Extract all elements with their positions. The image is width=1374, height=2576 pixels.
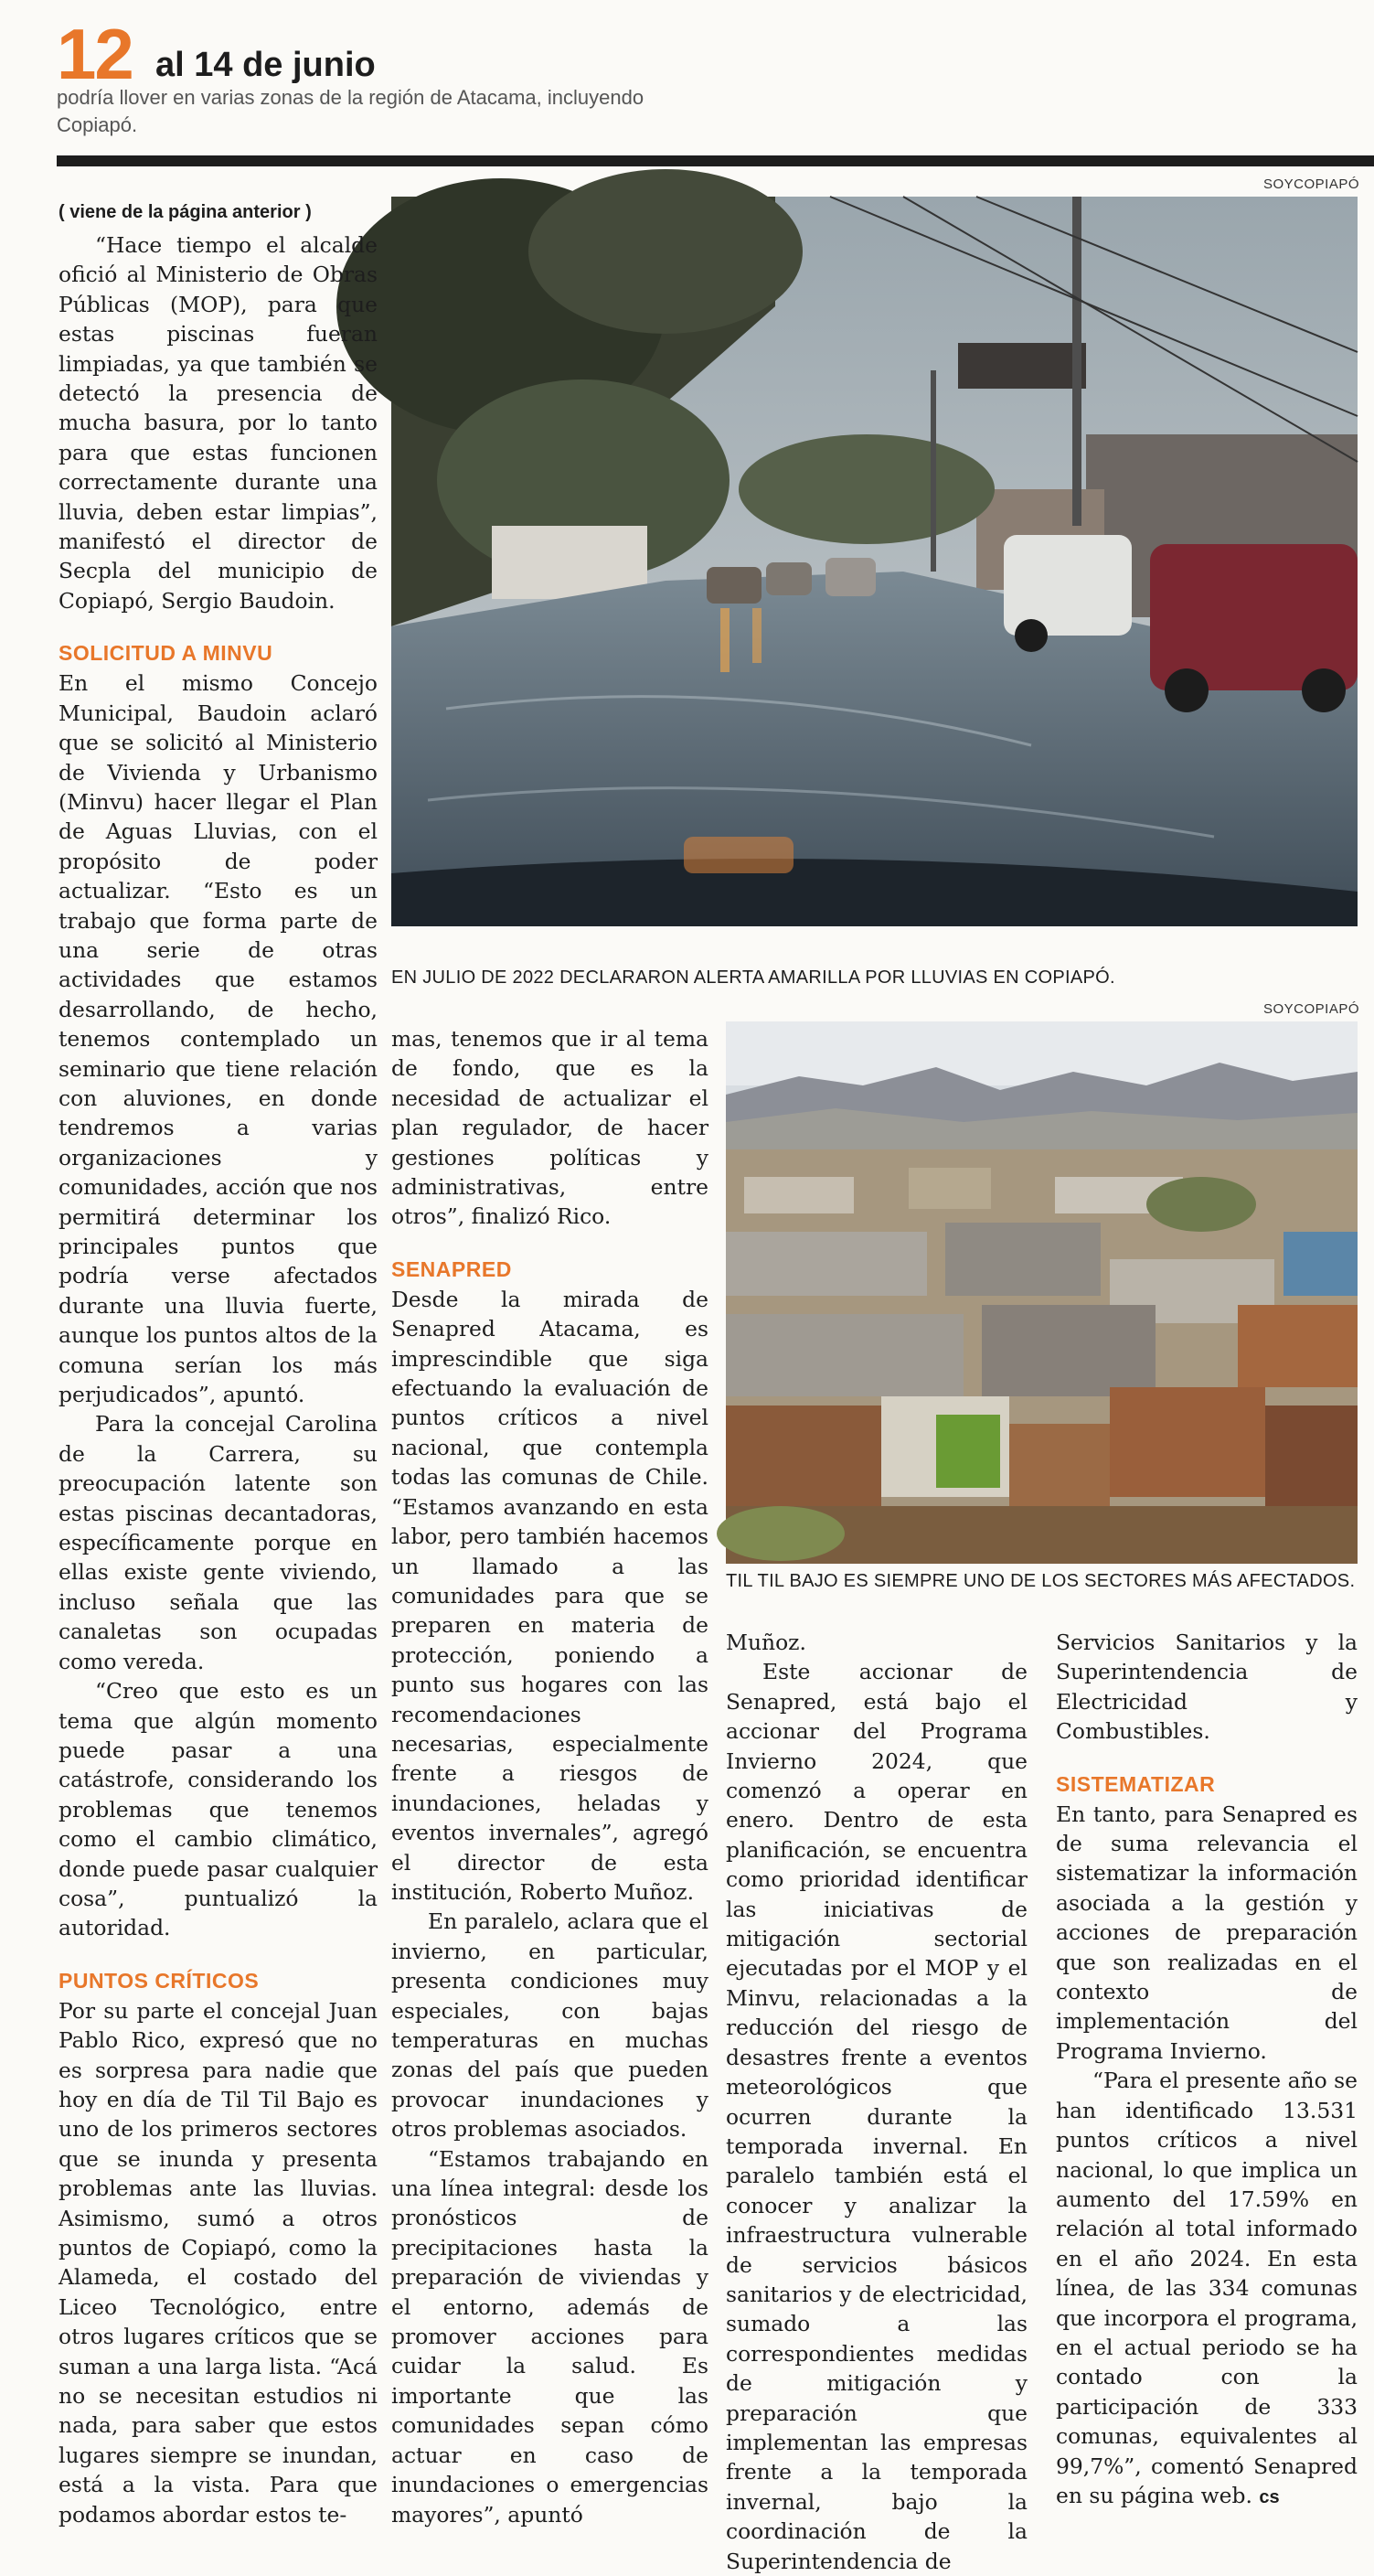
paragraph: En tanto, para Senapred es de suma relevancia el sistematizar la información asociada a la gestión y acciones de preparación que son realizadas en el contexto de implementación del Programa Invierno.	[1056, 1801, 1358, 2064]
paragraph: En paralelo, aclara que el invierno, en particular, presenta condiciones muy especiales, con bajas temperaturas en muchas zonas del país que pueden provocar inundaciones y otros problemas asociados.	[391, 1908, 708, 2143]
photo-caption-tiltil: TIL TIL BAJO ES SIEMPRE UNO DE LOS SECTORES MÁS AFECTADOS.	[726, 1571, 1356, 1591]
continued-kicker: ( viene de la página anterior )	[59, 202, 312, 222]
article-column-2	[391, 1024, 708, 2529]
paragraph: Por su parte el concejal Juan Pablo Rico, expresó que no es sorpresa para nadie que hoy en día de Til Til Bajo es uno de los primeros sectores que se inunda y presenta problemas ante las lluvias. Asimismo, sumó a otros puntos de Copiapó, como la Alameda, el costado del Liceo Tecnológico, entre otros lugares críticos que se suman a una larga lista. “Acá no se necesitan estudios ni nada, para saber que estos lugares siempre se inundan, está a la vista. Para que podamos abordar estos te-	[59, 1997, 378, 2528]
paragraph: Muñoz.	[726, 1630, 806, 1655]
flood-photo	[391, 197, 1358, 926]
paragraph: “Hace tiempo el alcalde ofició al Ministerio de Obras Públicas (MOP), para que estas piscinas fueran limpiadas, ya que también se detectó la presencia de mucha basura, por lo tanto para que estas funcionen correctamente durante una lluvia, deben estar limpias”, manifestó el director de Secpla del municipio de Copiapó, Sergio Baudoin.	[59, 232, 378, 614]
paragraph: Este accionar de Senapred, está bajo el accionar del Programa Invierno 2024, que comenzó a operar en enero. Dentro de esta planificación, se encuentra como prioridad identificar las iniciativas de mitigación sectorial ejecutadas por el MOP y el Minvu, relacionadas a la reducción del riesgo de desastres frente a eventos meteorológicos que ocurren durante la temporada invernal. En paralelo también está el conocer y analizar la infraestructura vulnerable de servicios básicos sanitarios y de electricidad, sumado a las correspondientes medidas de mitigación y preparación que implementan las empresas frente a la temporada invernal, bajo la coordinación de la Superintendencia de	[726, 1659, 1028, 2574]
header-subtitle: podría llover en varias zonas de la región de Atacama, incluyendo Copiapó.	[57, 86, 644, 136]
photo-caption-flood: EN JULIO DE 2022 DECLARARON ALERTA AMARILLA POR LLUVIAS EN COPIAPÓ.	[391, 967, 1115, 988]
header-rule	[57, 155, 1374, 166]
paragraph: “Estamos trabajando en una línea integral: desde los pronósticos de precipitaciones hasta la preparación de viviendas y el entorno, además de promover acciones para cuidar la salud. Es importante que las comunidades sepan cómo actuar en caso de inundaciones o emergencias mayores”, apuntó	[391, 2145, 708, 2528]
photo-credit-flood: SOYCOPIAPÓ	[1262, 176, 1359, 192]
subhead-senapred: SENAPRED	[391, 1256, 512, 1281]
paragraph: Desde la mirada de Senapred Atacama, es imprescindible que siga efectuando la evaluación de puntos críticos a nivel nacional, que contempla todas las comunas de Chile. “Estamos avanzando en esta labor, pero también hacemos un llamado a las comunidades para que se preparen en materia de protección, poniendo a punto sus hogares con las recomendaciones necesarias, especialmente frente a riesgos de inundaciones, heladas y eventos invernales”, agregó el director de esta institución, Roberto Muñoz.	[391, 1286, 708, 1905]
tiltil-photo	[726, 1021, 1358, 1564]
paragraph: En el mismo Concejo Municipal, Baudoin aclaró que se solicitó al Ministerio de Vivienda y Urbanismo (Minvu) hacer llegar el Plan de Aguas Lluvias, con el propósito de poder actualizar. “Esto es un trabajo que forma parte de una serie de otras actividades que estamos desarrollando, de hecho, tenemos contemplado un seminario que tiene relación con aluviones, en donde tendremos a varias organizaciones y comunidades, acción que nos permitirá determinar los principales puntos que podría verse afectados durante una lluvia fuerte, aunque los puntos altos de la comuna serían los más perjudicados”, apuntó.	[59, 670, 378, 1408]
page-number: 12	[57, 14, 133, 94]
subhead-puntos-criticos: PUNTOS CRÍTICOS	[59, 1968, 260, 1993]
article-column-3	[726, 1628, 1028, 2576]
paragraph: mas, tenemos que ir al tema de fondo, que es la necesidad de actualizar el plan regulador, de hacer gestiones políticas y administrativas, entre otros”, finalizó Rico.	[391, 1026, 708, 1230]
subhead-solicitud-minvu: SOLICITUD A MINVU	[59, 641, 273, 666]
photo-credit-tiltil: SOYCOPIAPÓ	[1262, 1001, 1359, 1017]
header-date: al 14 de junio	[155, 46, 376, 84]
article-column-4	[1056, 1628, 1358, 2512]
article-column-1	[59, 199, 378, 2529]
paragraph	[1056, 2066, 1358, 2512]
subhead-sistematizar: SISTEMATIZAR	[1056, 1771, 1216, 1796]
paragraph: “Creo que esto es un tema que algún momento puede pasar a una catástrofe, considerando los problemas que tenemos como el cambio climático, donde puede pasar cualquier cosa”, puntualizó la autoridad.	[59, 1678, 378, 1941]
paragraph-text: “Para el presente año se han identificado 13.531 puntos críticos a nivel nacional, lo que implica un aumento del 17.59% en relación al total informado en el año 2024. En esta línea, de las 334 comunas que incorpora el programa, en el actual periodo se ha contado con la participación de 333 comunas, equivalentes al 99,7%”, comentó Senapred en su página web.	[1056, 2068, 1358, 2508]
end-mark-icon: cs	[1259, 2486, 1280, 2507]
paragraph: Servicios Sanitarios y la Superintendencia de Electricidad y Combustibles.	[1056, 1630, 1358, 1745]
paragraph: Para la concejal Carolina de la Carrera, su preocupación latente son estas piscinas decantadoras, específicamente porque en ellas existe gente viviendo, incluso señala que las canaletas son ocupadas como vereda.	[59, 1411, 378, 1674]
